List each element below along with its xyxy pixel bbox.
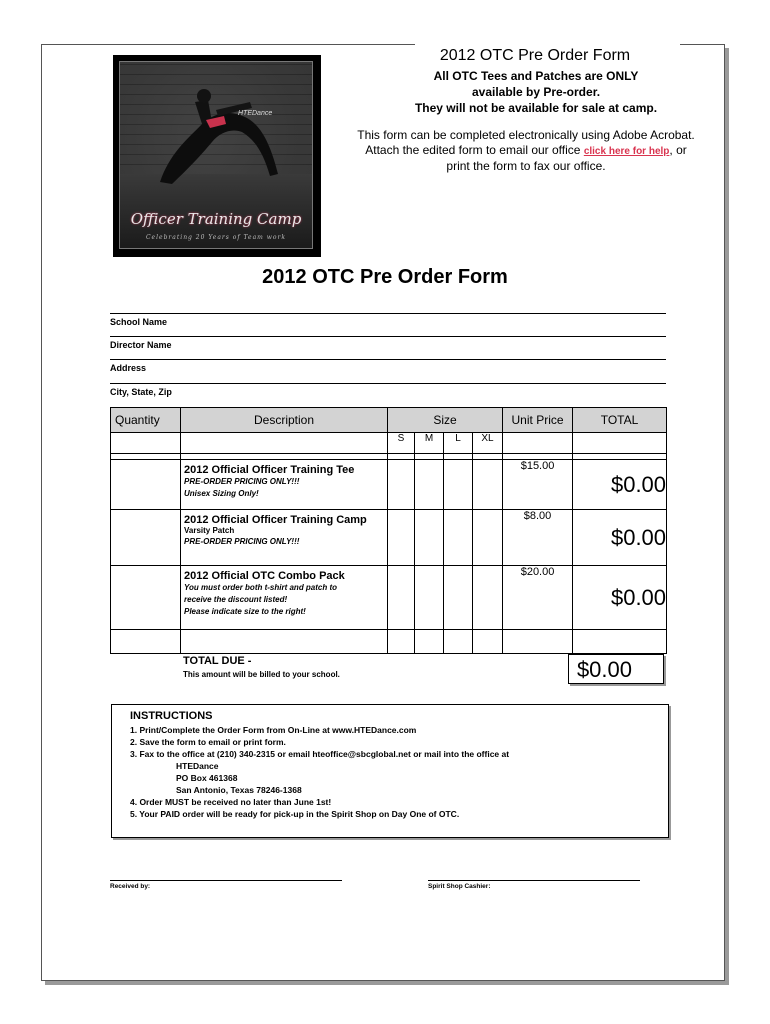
item-name: 2012 Official Officer Training Tee	[184, 464, 355, 476]
total-due-note: This amount will be billed to your school.	[183, 670, 340, 679]
address-field[interactable]	[110, 359, 666, 360]
size-s-input[interactable]	[388, 566, 415, 630]
info-text-2: , or print the form to fax our office.	[446, 143, 687, 173]
line-total: $0.00	[573, 460, 667, 510]
unit-price: $15.00	[503, 460, 573, 510]
size-xl-header: XL	[473, 433, 503, 454]
header-title: 2012 OTC Pre Order Form	[439, 47, 631, 64]
unit-price: $20.00	[503, 566, 573, 630]
total-due-value: $0.00	[576, 657, 632, 682]
help-link[interactable]: click here for help	[583, 146, 670, 157]
page-border-right	[724, 44, 725, 981]
size-s-header: S	[388, 433, 415, 454]
size-l-header: L	[444, 433, 473, 454]
size-m-header: M	[415, 433, 444, 454]
address-label: Address	[110, 363, 147, 373]
form-title: 2012 OTC Pre Order Form	[262, 266, 508, 288]
item-description-patch	[181, 510, 388, 566]
instruction-line: 3. Fax to the office at (210) 340-2315 or email hteoffice@sbcglobal.net or mail into the office at	[130, 749, 510, 759]
unit-price: $8.00	[503, 510, 573, 566]
quantity-header: Quantity	[111, 408, 181, 433]
unit-price-header: Unit Price	[503, 408, 573, 433]
item-notes: PRE-ORDER PRICING ONLY!!!	[184, 537, 300, 546]
order-table	[110, 407, 667, 654]
info-text-1: This form can be completed electronically using Adobe Acrobat. Attach the edited form to email our office	[357, 128, 695, 157]
size-xl-input[interactable]	[473, 566, 503, 630]
header-line-3: They will not be available for sale at camp.	[414, 101, 658, 115]
item-description-combo	[181, 566, 388, 630]
item-name: 2012 Official Officer Training Camp	[184, 514, 367, 526]
page-border-top-right	[680, 44, 725, 45]
instructions-title: INSTRUCTIONS	[130, 710, 213, 722]
received-by-line[interactable]	[110, 880, 342, 881]
dancer-silhouette	[120, 62, 313, 212]
size-m-input[interactable]	[415, 566, 444, 630]
page-border-top	[41, 44, 415, 45]
size-l-input[interactable]	[444, 566, 473, 630]
header-line-2: available by Pre-order.	[471, 85, 601, 99]
size-xl-input[interactable]	[473, 460, 503, 510]
size-m-input[interactable]	[415, 460, 444, 510]
size-s-input[interactable]	[388, 460, 415, 510]
logo-brand-text: HTEDance	[238, 110, 273, 117]
received-by-label: Received by:	[110, 883, 151, 890]
item-notes: PRE-ORDER PRICING ONLY!!! Unisex Sizing Only!	[184, 477, 300, 498]
total-due-box	[568, 654, 664, 684]
city-state-zip-label: City, State, Zip	[110, 387, 172, 397]
instruction-line: San Antonio, Texas 78246-1368	[176, 785, 302, 795]
size-l-input[interactable]	[444, 510, 473, 566]
item-subtitle: Varsity Patch	[184, 526, 235, 535]
electronic-completion-info	[356, 128, 696, 174]
header-line-1: All OTC Tees and Patches are ONLY	[433, 69, 639, 83]
item-notes: You must order both t-shirt and patch to receive the discount listed! Please indicate size to the right!	[184, 583, 338, 616]
logo-subtitle: Celebrating 20 Years of Team work	[145, 234, 287, 241]
city-state-zip-field[interactable]	[110, 383, 666, 384]
instruction-line: HTEDance	[176, 761, 219, 771]
quantity-input-tee[interactable]	[111, 460, 181, 510]
director-name-field[interactable]	[110, 336, 666, 337]
line-total: $0.00	[573, 510, 667, 566]
size-header: Size	[388, 408, 503, 433]
description-header: Description	[181, 408, 388, 433]
officer-training-camp-logo	[113, 55, 321, 257]
size-xl-input[interactable]	[473, 510, 503, 566]
instruction-line: 4. Order MUST be received no later than June 1st!	[130, 797, 332, 807]
size-m-input[interactable]	[415, 510, 444, 566]
quantity-input-combo[interactable]	[111, 566, 181, 630]
instruction-line: PO Box 461368	[176, 773, 238, 783]
school-name-label: School Name	[110, 317, 168, 327]
quantity-input-extra[interactable]	[111, 630, 181, 654]
instruction-line: 2. Save the form to email or print form.	[130, 737, 286, 747]
line-total: $0.00	[573, 566, 667, 630]
total-header: TOTAL	[573, 408, 667, 433]
school-name-field[interactable]	[110, 313, 666, 314]
director-name-label: Director Name	[110, 340, 172, 350]
logo-title: Officer Training Camp	[130, 210, 302, 228]
item-name: 2012 Official OTC Combo Pack	[184, 570, 345, 582]
size-s-input[interactable]	[388, 510, 415, 566]
size-l-input[interactable]	[444, 460, 473, 510]
cashier-line[interactable]	[428, 880, 640, 881]
cashier-label: Spirit Shop Cashier:	[428, 883, 491, 890]
instruction-line: 5. Your PAID order will be ready for pick-up in the Spirit Shop on Day One of OTC.	[130, 809, 460, 819]
quantity-input-patch[interactable]	[111, 510, 181, 566]
total-due-label: TOTAL DUE -	[183, 655, 252, 667]
instructions-box	[111, 704, 669, 838]
instruction-line: 1. Print/Complete the Order Form from On-Line at www.HTEDance.com	[130, 725, 417, 735]
item-description-tee	[181, 460, 388, 510]
